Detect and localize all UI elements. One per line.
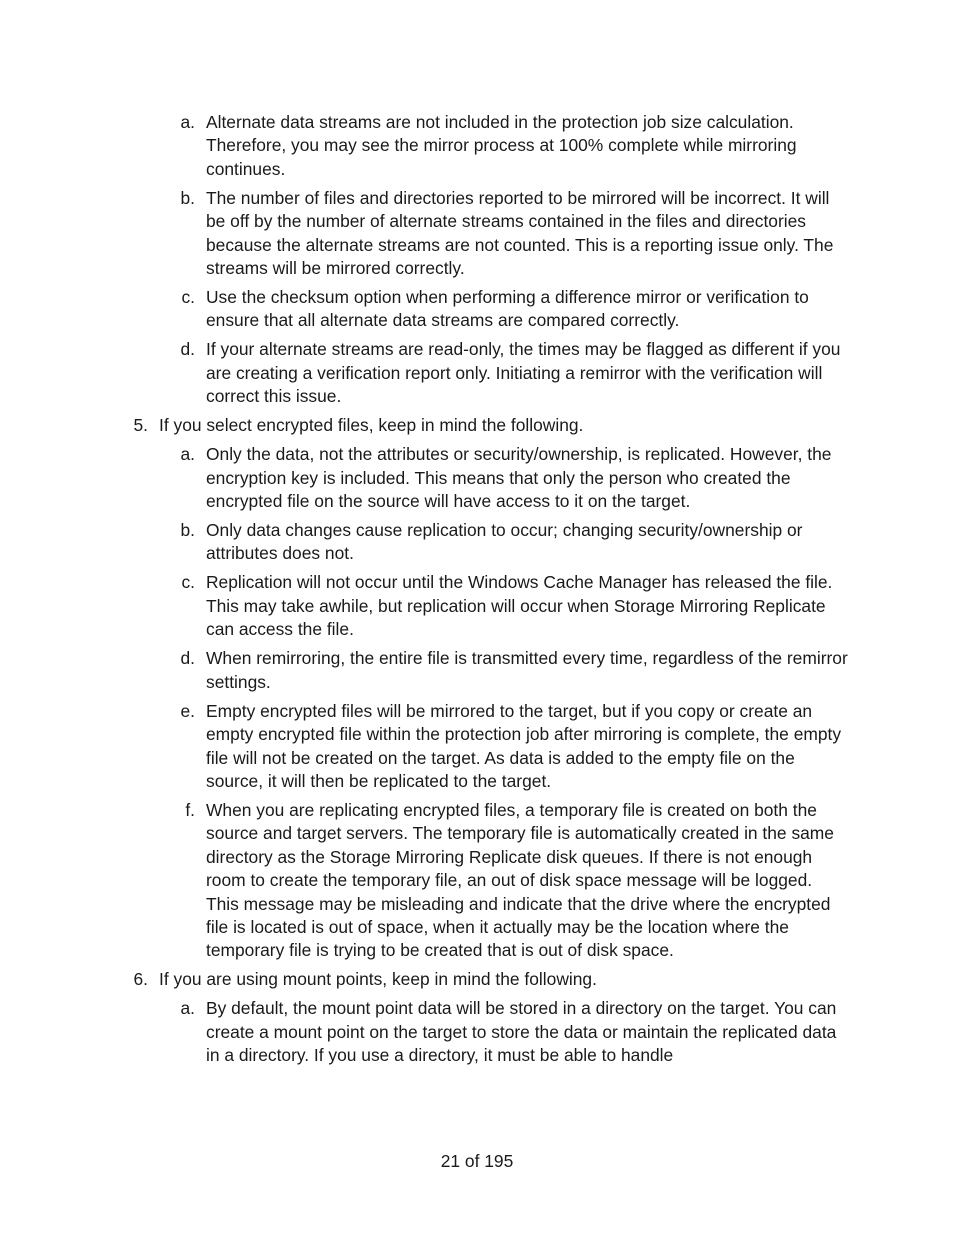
list-marker: b.: [180, 520, 195, 541]
list-item-text: Empty encrypted files will be mirrored to the target, but if you copy or create an empty encrypted file within the protection job after mirroring is complete, the empty file will not be created on the target. As data is added to the empty file on the source, it will then be replicated to the target.: [206, 700, 842, 791]
list-item: [0, 799, 954, 963]
page-number: 21 of 195: [440, 1151, 514, 1171]
list-marker: d.: [180, 339, 195, 360]
list-marker: a.: [180, 112, 195, 132]
list-item-text: Only data changes cause replication to occur; changing security/ownership or attributes does not.: [206, 520, 803, 564]
list-marker: e.: [180, 700, 195, 721]
list-item-text: The number of files and directories reported to be mirrored will be incorrect. It will be off by the number of alternate streams contained in the files and directories because the alternate streams are not counted. This is a reporting issue only. The streams will be mirrored correctly.: [206, 187, 834, 279]
list-item: [0, 519, 954, 566]
list-item-text: By default, the mount point data will be stored in a directory on the target. You can create a mount point on the target to store the data or maintain the replicated data in a directory. If you use a directory, it must be able to handle: [206, 998, 837, 1066]
list-item: [0, 571, 954, 641]
list-marker: d.: [180, 648, 195, 669]
document-body: [0, 111, 954, 1073]
list-item-text: Alternate data streams are not included in the protection job size calculation. Therefore, you may see the mirror process at 100% complete while mirroring continues.: [206, 112, 797, 179]
list-item-text: If your alternate streams are read-only, the times may be flagged as different if you are creating a verification report only. Initiating a remirror with the verification will correct this issue.: [206, 339, 841, 407]
list-item-text: If you select encrypted files, keep in mind the following.: [159, 415, 584, 436]
list-item: [0, 647, 954, 694]
list-item: [0, 286, 954, 333]
list-item-text: Replication will not occur until the Windows Cache Manager has released the file. This may take awhile, but replication will occur when Storage Mirroring Replicate can access the file.: [206, 572, 833, 640]
list-item-text: When you are replicating encrypted files, a temporary file is created on both the source and target servers. The temporary file is automatically created in the same directory as the Storage Mirroring Replicate disk queues. If there is not enough room to create the temporary file, an out of disk space message will be logged. This message may be misleading and indicate that the drive where the encrypted file is located is out of space, when it actually may be the location where the temporary file is trying to be created that is out of disk space.: [206, 799, 834, 961]
numbered-item-5: [0, 414, 954, 437]
list-item-text: Use the checksum option when performing a difference mirror or verification to ensure that all alternate data streams are compared correctly.: [206, 287, 809, 331]
list-item: [0, 338, 954, 408]
list-item: [0, 187, 954, 281]
list-marker: 6.: [133, 969, 148, 990]
list-item: [0, 443, 954, 513]
list-marker: a.: [180, 444, 195, 465]
list-marker: 5.: [133, 415, 148, 436]
list-item: [0, 997, 954, 1067]
list-marker: a.: [180, 998, 195, 1019]
list-item-text: Only the data, not the attributes or security/ownership, is replicated. However, the encryption key is included. This means that only the person who created the encrypted file on the source will have access to it on the target.: [206, 444, 832, 512]
list-marker: f.: [185, 799, 195, 820]
list-marker: c.: [181, 572, 195, 593]
list-item: [0, 111, 954, 181]
numbered-item-6: [0, 968, 954, 991]
list-marker: b.: [180, 187, 195, 208]
list-item: [0, 700, 954, 794]
list-item-text: If you are using mount points, keep in mind the following.: [159, 969, 597, 990]
list-item-text: When remirroring, the entire file is transmitted every time, regardless of the remirror settings.: [206, 648, 848, 692]
list-marker: c.: [181, 287, 195, 308]
